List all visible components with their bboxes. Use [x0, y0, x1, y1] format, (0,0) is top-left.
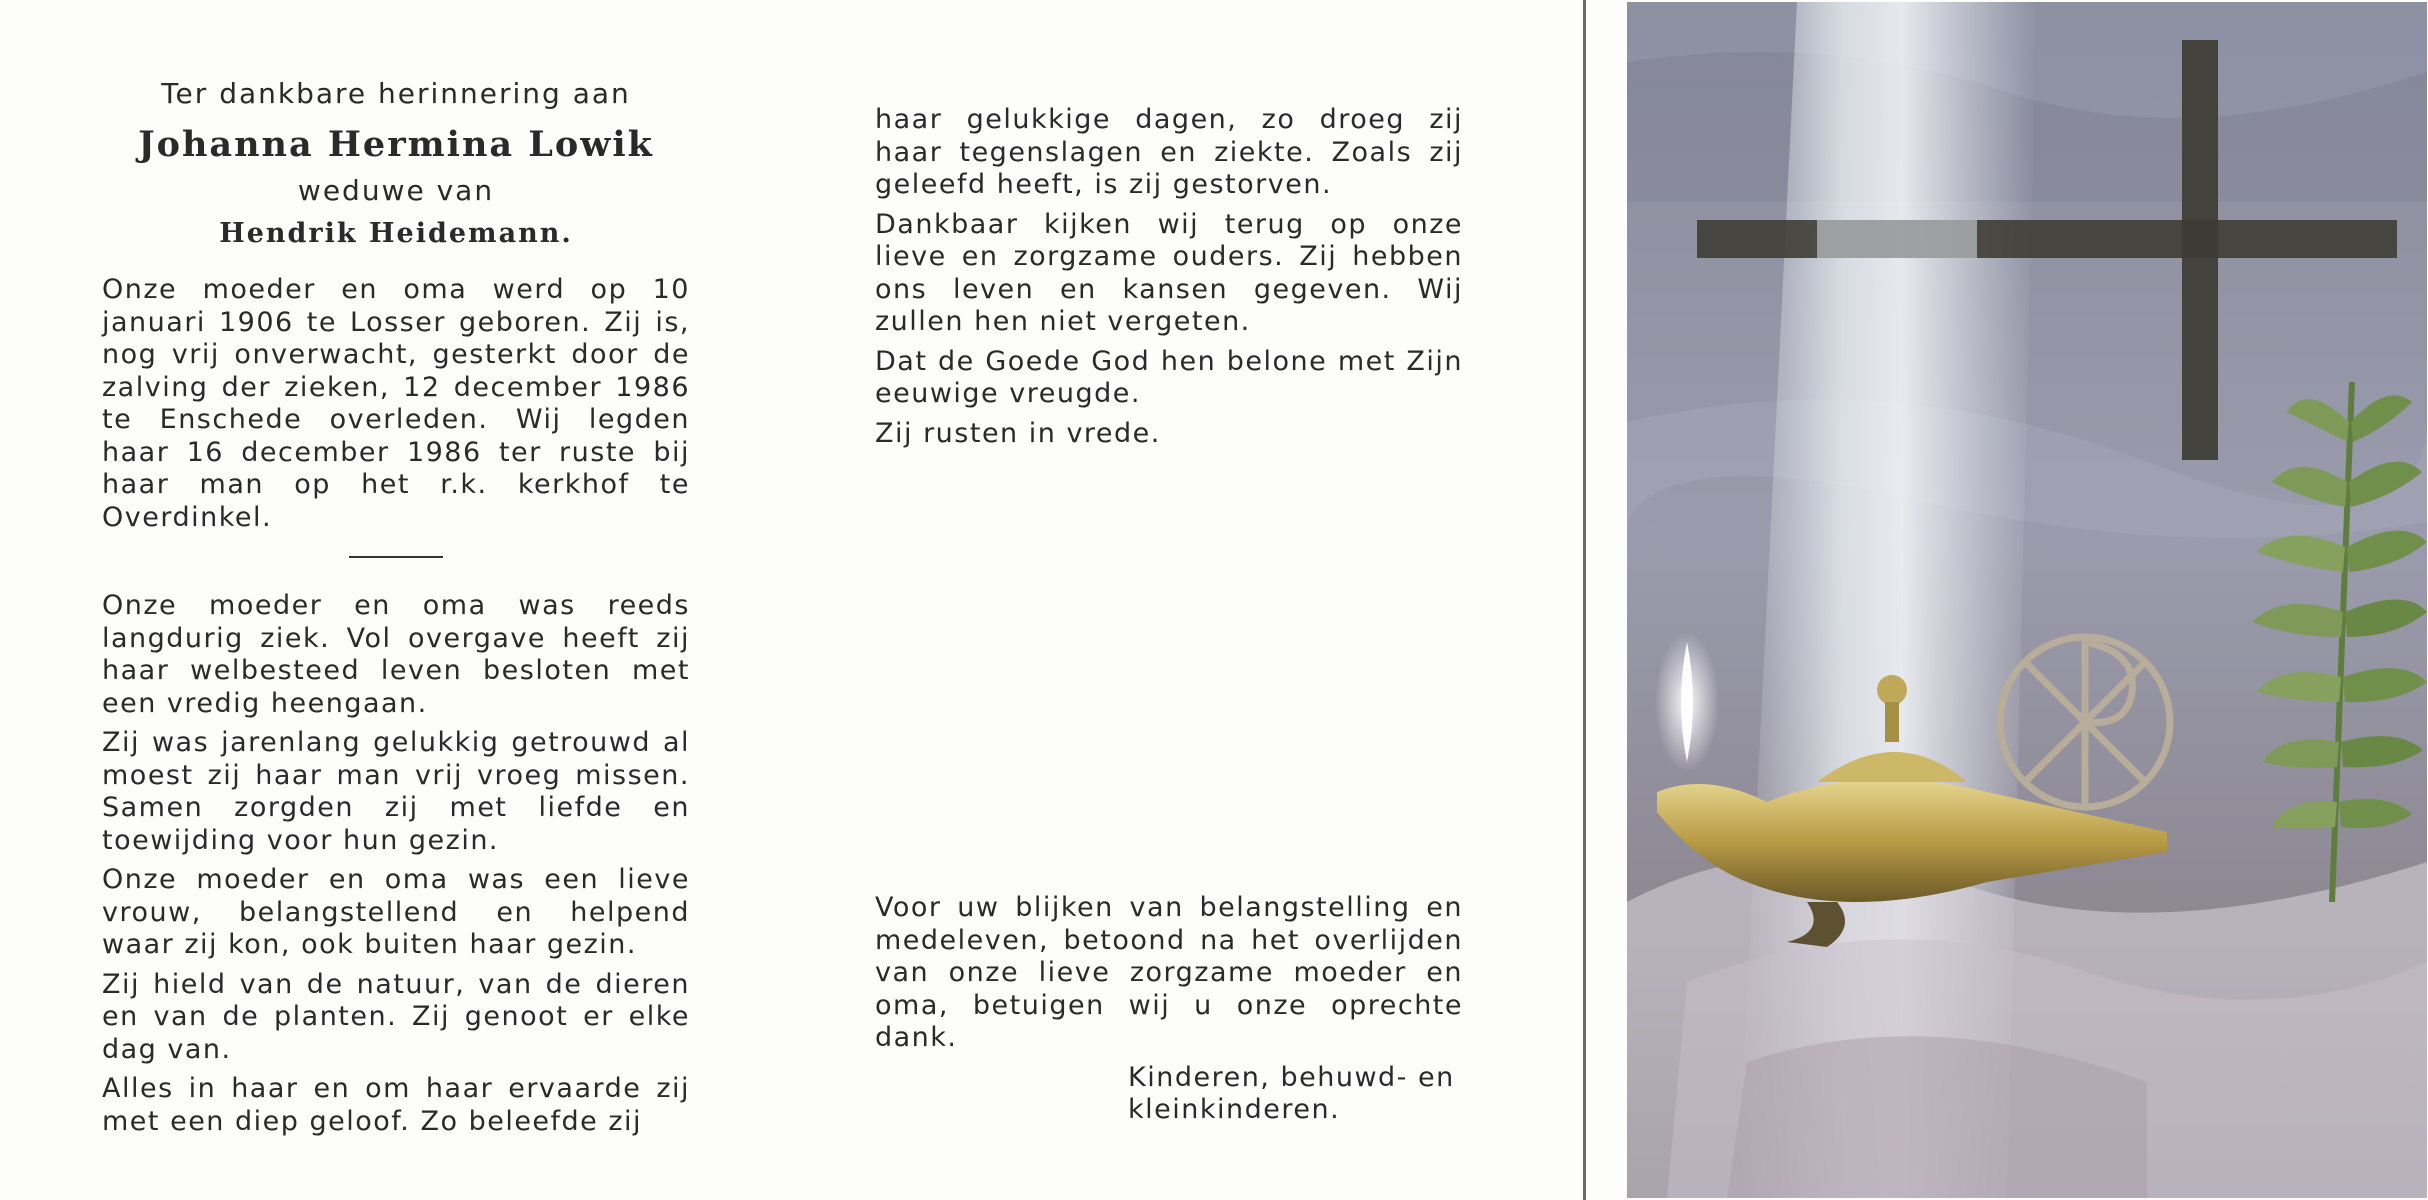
tribute-paragraph: Onze moeder en oma was reeds langdurig ziek. Vol overgave heeft zij haar welbesteed leven besloten met een vredig heengaan. [102, 590, 690, 719]
tribute-paragraph: Onze moeder en oma was een lieve vrouw, belangstellend en helpend waar zij kon, ook buiten haar gezin. [102, 864, 690, 960]
divider [349, 556, 443, 558]
illustration-panel [1627, 2, 2427, 1198]
tribute-paragraph: Dat de Goede God hen belone met Zijn eeuwige vreugde. [875, 345, 1463, 409]
signature-line: kleinkinderen. [1128, 1094, 1341, 1125]
tribute-paragraph: Zij rusten in vrede. [875, 417, 1161, 449]
right-column-bottom [875, 892, 1463, 1127]
left-column [102, 78, 690, 1145]
right-column-top [875, 104, 1463, 457]
intro-line: Ter dankbare herinnering aan [161, 77, 631, 110]
cross-horizontal [1697, 220, 2397, 258]
tribute-paragraph: Zij was jarenlang gelukkig getrouwd al moest zij haar man vrij vroeg missen. Samen zorgden zij met liefde en toewijding voor hun gezin. [102, 727, 690, 856]
thanks-paragraph: Voor uw blijken van belangstelling en medeleven, betoond na het overlijden van onze lieve zorgzame moeder en oma, betuigen wij u onze oprechte dank. [875, 892, 1463, 1053]
lamp-cross-palm-illustration [1627, 2, 2427, 1198]
biography-paragraph: Onze moeder en oma werd op 10 januari 1906 te Losser geboren. Zij is, nog vrij onverwacht, gesterkt door de zalving der zieken, 12 december 1986 te Enschede overleden. Wij legden haar 16 december 1986 ter ruste bij haar man op het r.k. kerkhof te Overdinkel. [102, 274, 690, 533]
fold-line [1583, 0, 1586, 1200]
deceased-name: Johanna Hermina Lowik [138, 123, 654, 165]
signature-line: Kinderen, behuwd- en [1128, 1061, 1455, 1093]
lamp-knob [1877, 675, 1907, 705]
widow-of-label: weduwe van [297, 174, 495, 207]
tribute-paragraph: Alles in haar en om haar ervaarde zij met een diep geloof. Zo beleefde zij [102, 1073, 690, 1137]
tribute-paragraph: Zij hield van de natuur, van de dieren en van de planten. Zij genoot er elke dag van. [102, 968, 690, 1065]
tribute-paragraph: Dankbaar kijken wij terug op onze lieve en zorgzame ouders. Zij hebben ons leven en kansen gegeven. Wij zullen hen niet vergeten. [875, 208, 1463, 337]
husband-name: Hendrik Heidemann. [219, 217, 573, 249]
tribute-paragraph: haar gelukkige dagen, zo droeg zij haar tegenslagen en ziekte. Zoals zij geleefd heeft, is zij gestorven. [875, 104, 1463, 200]
